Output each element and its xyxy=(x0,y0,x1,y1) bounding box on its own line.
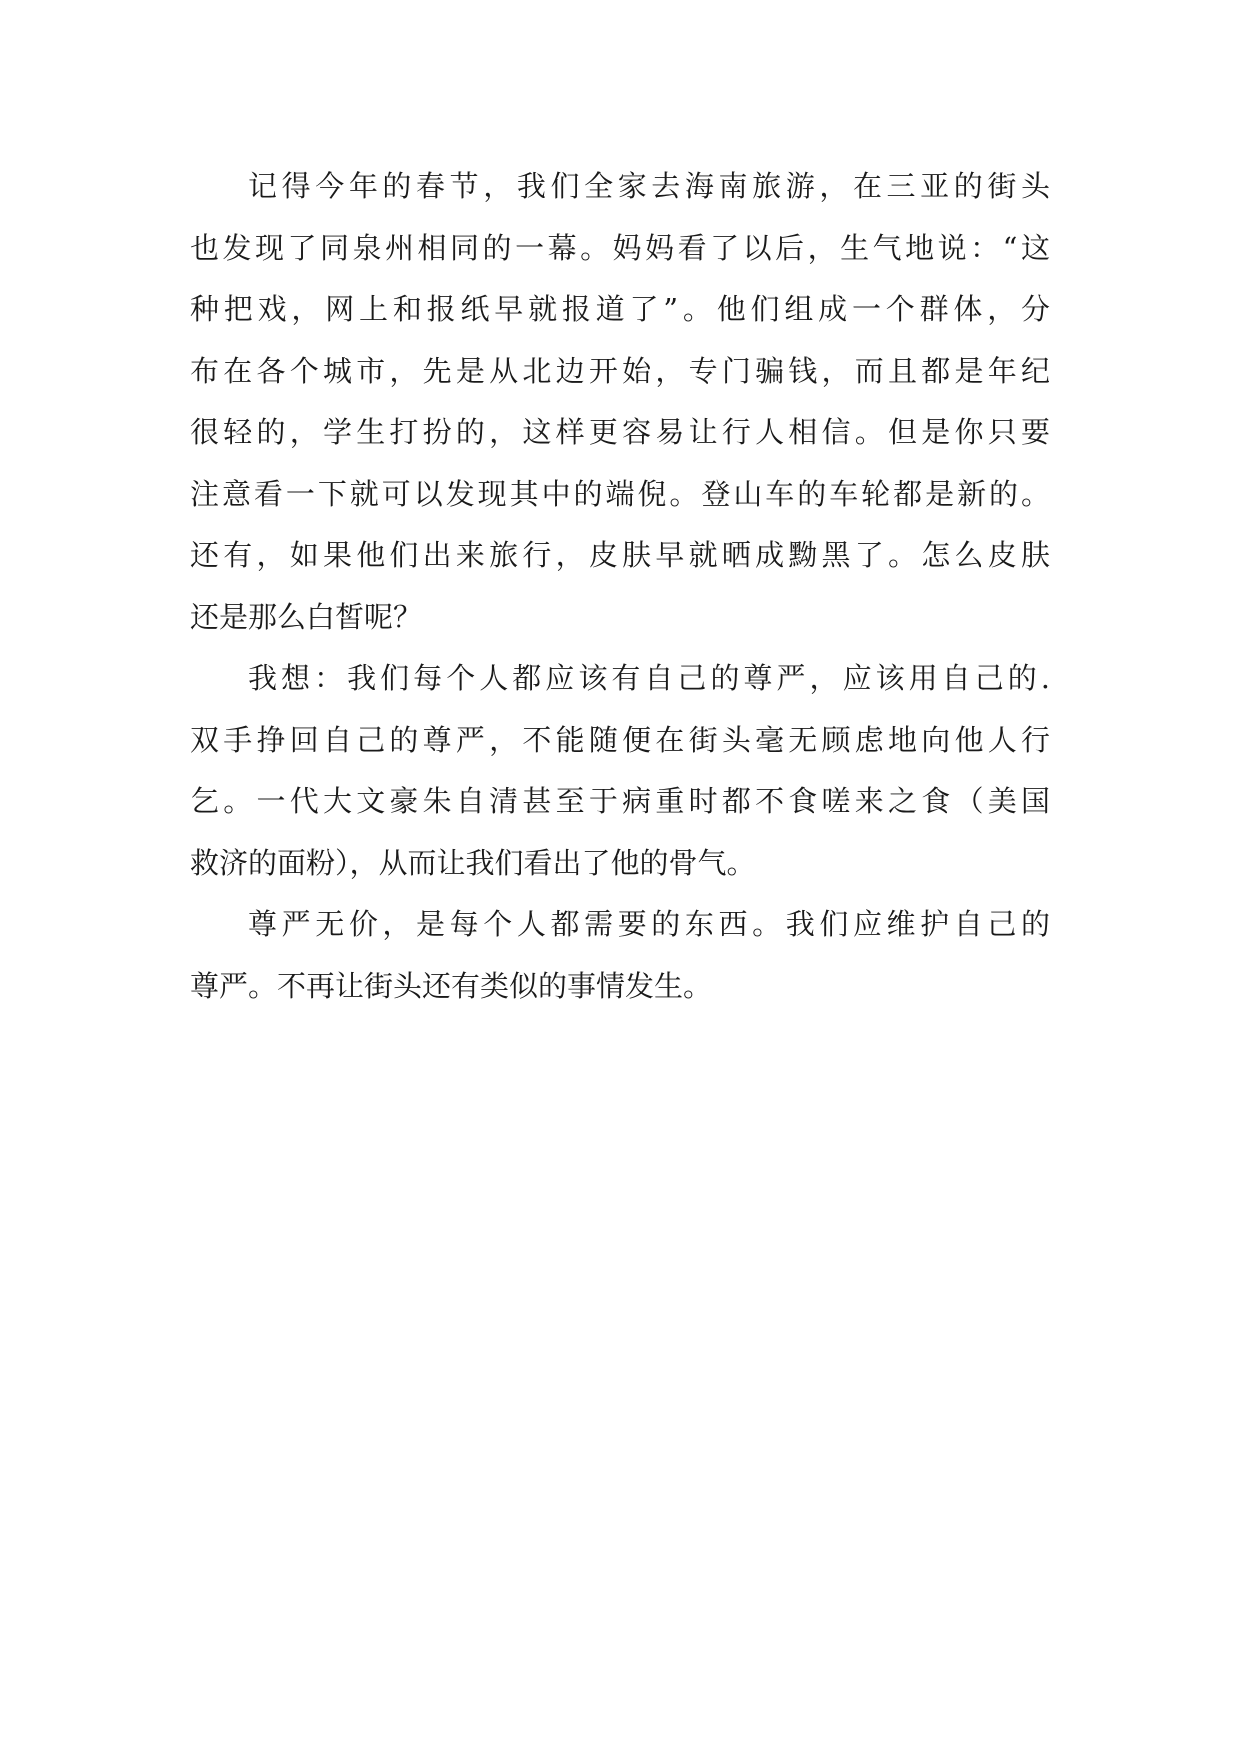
text-line: 也发现了同泉州相同的一幕。妈妈看了以后，生气地说：“这 xyxy=(190,230,1050,265)
text-line: 种把戏，网上和报纸早就报道了”。他们组成一个群体，分 xyxy=(190,292,1050,326)
paragraph-1 xyxy=(190,156,1050,648)
text-line: 布在各个城市，先是从北边开始，专门骗钱，而且都是年纪 xyxy=(190,353,1050,388)
text-line: 双手挣回自己的尊严，不能随便在街头毫无顾虑地向他人行 xyxy=(190,722,1050,757)
paragraph-2 xyxy=(190,648,1050,894)
text-line: 我想：我们每个人都应该有自己的尊严，应该用自己的. xyxy=(248,661,1050,695)
paragraph-3 xyxy=(190,894,1050,1017)
text-line: 尊严无价，是每个人都需要的东西。我们应维护自己的 xyxy=(248,907,1050,941)
text-line: 救济的面粉），从而让我们看出了他的骨气。 xyxy=(190,845,756,880)
text-line: 乞。一代大文豪朱自清甚至于病重时都不食嗟来之食（美国 xyxy=(190,784,1050,818)
text-line: 还有，如果他们出来旅行，皮肤早就晒成黝黑了。怎么皮肤 xyxy=(190,538,1050,572)
text-line: 尊严。不再让街头还有类似的事情发生。 xyxy=(190,968,713,1003)
text-line: 记得今年的春节，我们全家去海南旅游，在三亚的街头 xyxy=(248,169,1050,203)
text-line: 很轻的，学生打扮的，这样更容易让行人相信。但是你只要 xyxy=(190,415,1050,449)
text-line: 还是那么白皙呢？ xyxy=(190,599,423,634)
text-line: 注意看一下就可以发现其中的端倪。登山车的车轮都是新的。 xyxy=(190,476,1050,511)
document-body xyxy=(190,156,1050,1017)
